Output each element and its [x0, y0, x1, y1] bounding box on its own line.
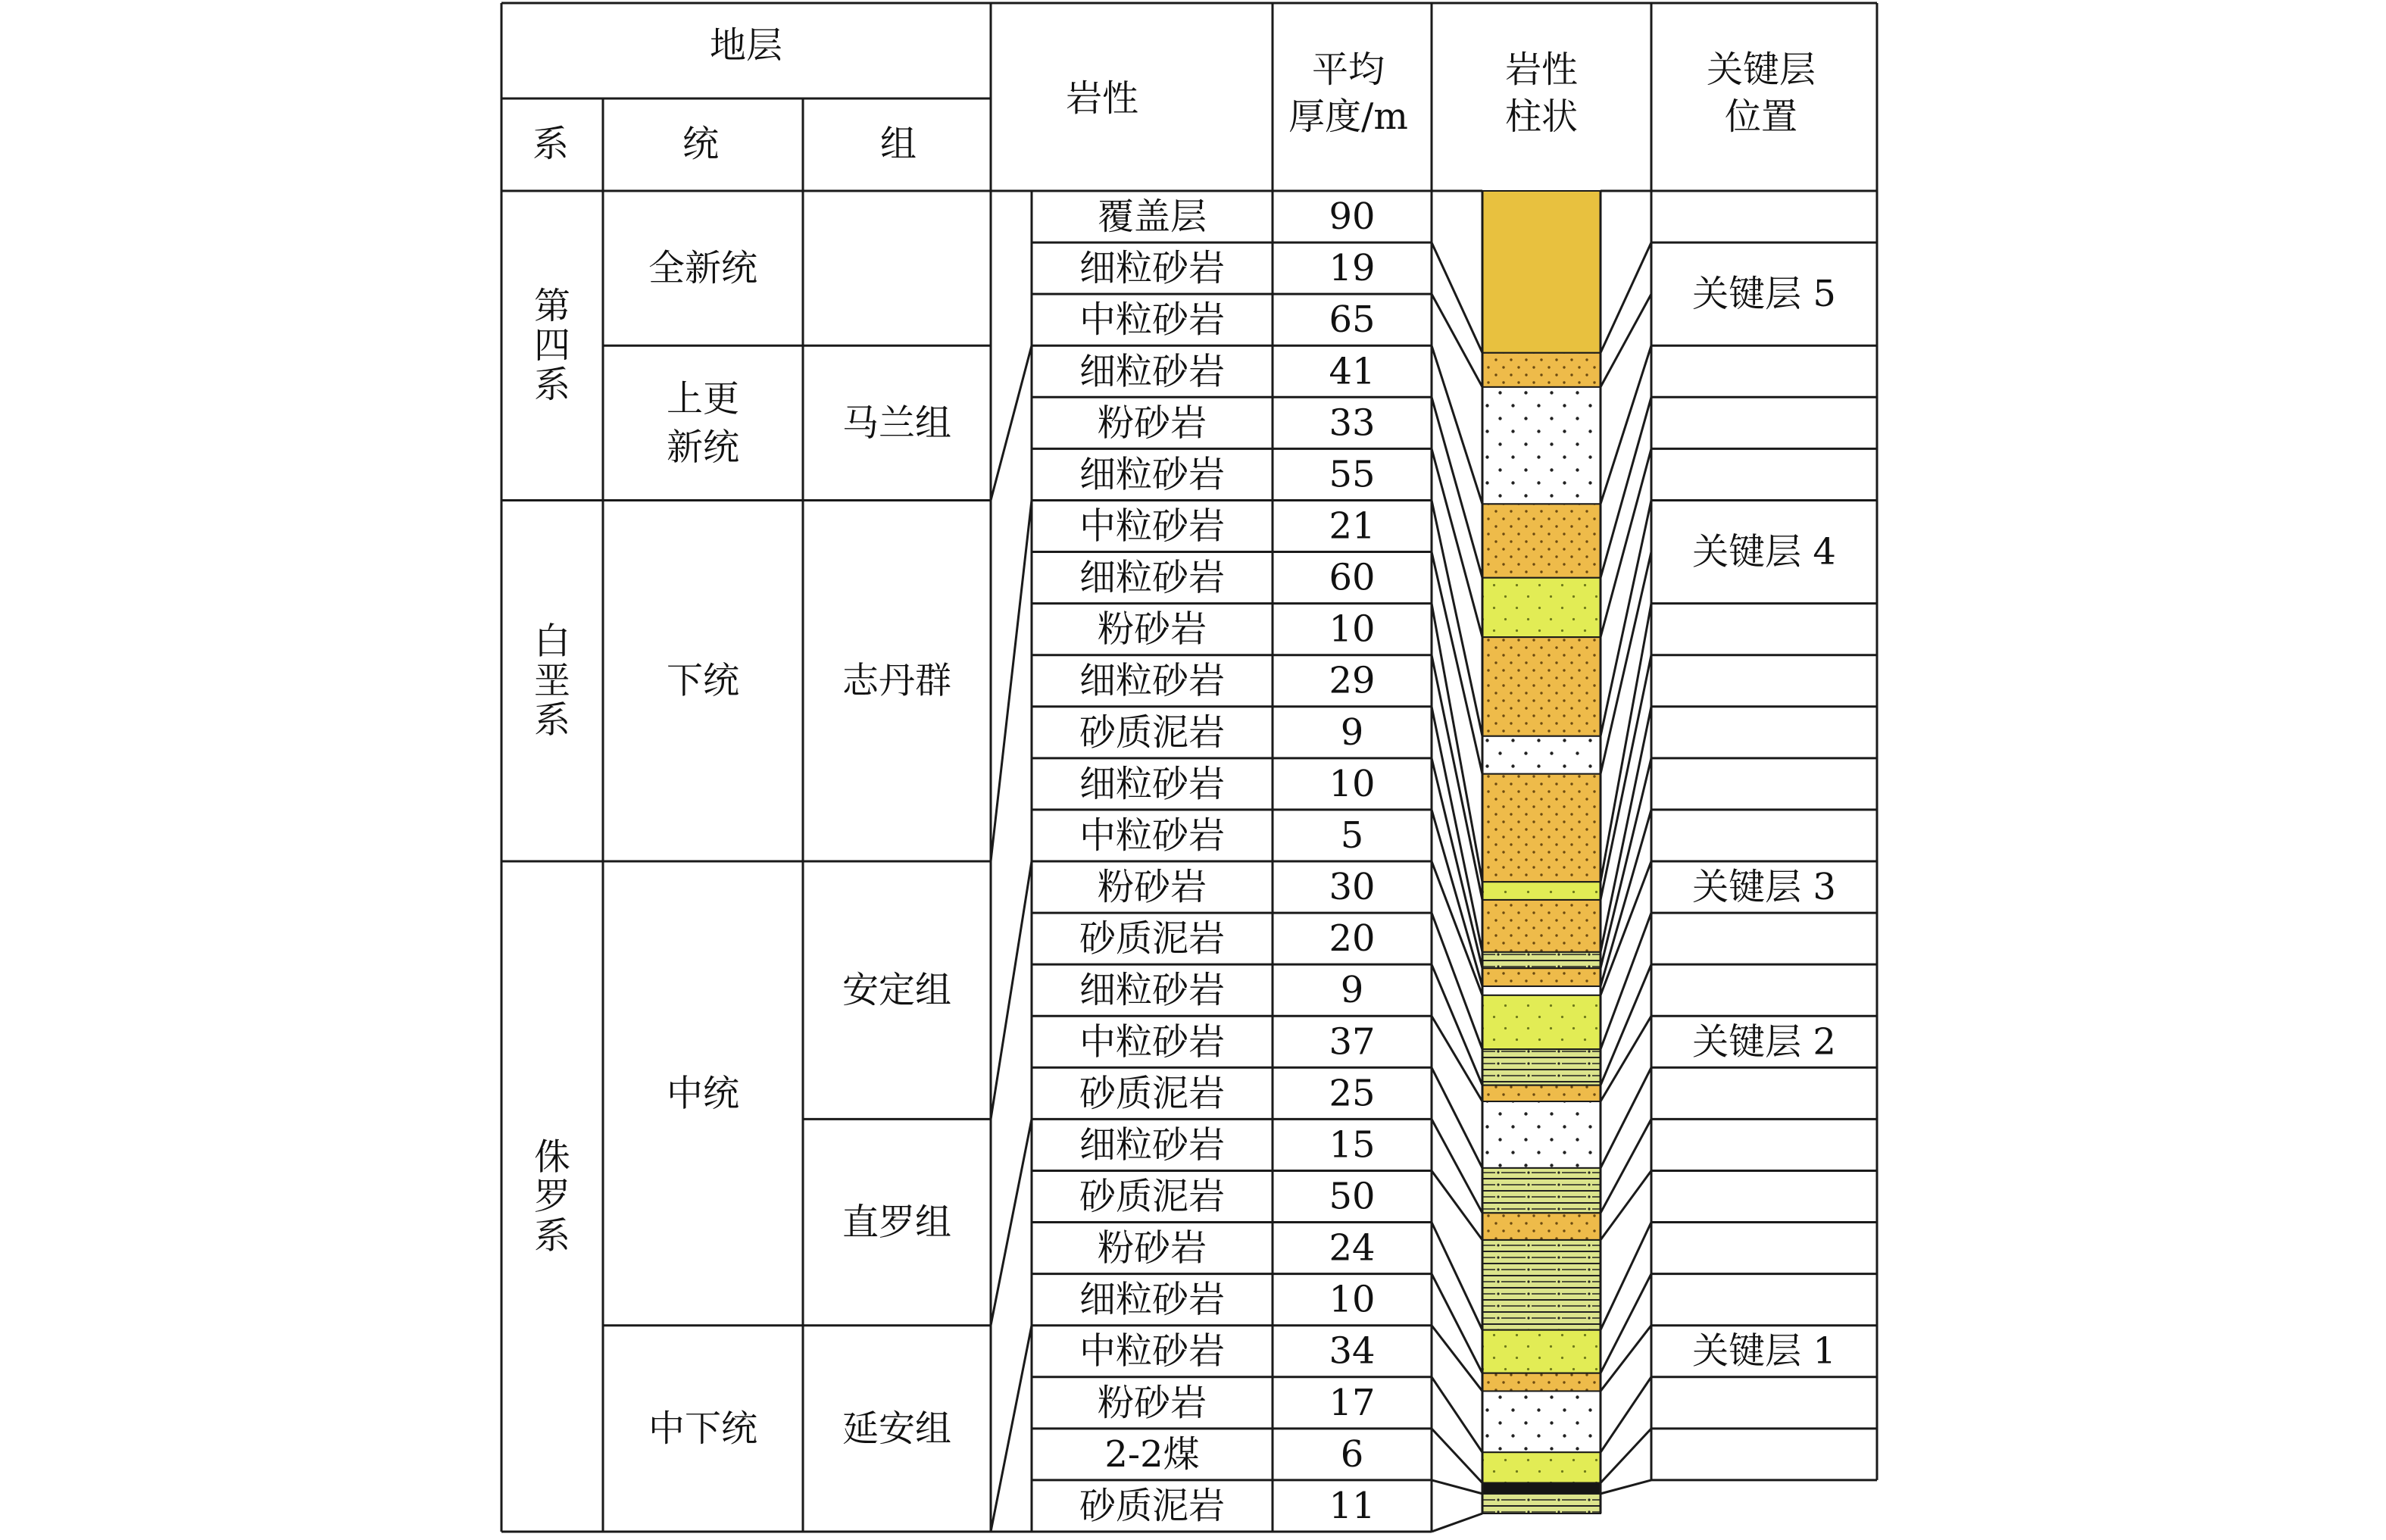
column-layer-15-mud [1482, 1049, 1601, 1085]
rock-name: 粉砂岩 [1097, 1226, 1207, 1270]
key-stratum-label: 关键层 4 [1692, 530, 1836, 573]
group-rock-fan [991, 861, 1032, 1119]
rock-column-connector [1432, 1067, 1482, 1168]
rock-name: 砂质泥岩 [1079, 1072, 1226, 1115]
thickness-value: 19 [1329, 247, 1376, 290]
system-name-char: 系 [533, 364, 571, 407]
system-name-char: 白 [533, 620, 571, 663]
thickness-value: 60 [1329, 556, 1376, 599]
thickness-value: 15 [1329, 1123, 1376, 1167]
rock-name: 粉砂岩 [1097, 608, 1207, 651]
thickness-value: 55 [1329, 453, 1376, 496]
system-name-char: 罗 [533, 1175, 571, 1218]
thickness-value: 41 [1329, 350, 1376, 393]
system-name-char: 第 [533, 285, 571, 328]
column-keystratum-connector [1601, 1429, 1651, 1483]
key-stratum-label: 关键层 2 [1692, 1020, 1836, 1064]
rock-column-connector [1432, 861, 1482, 995]
rock-name: 中粒砂岩 [1079, 1329, 1226, 1373]
thickness-value: 21 [1329, 504, 1376, 548]
group-name: 马兰组 [842, 401, 952, 445]
column-keystratum-connector [1601, 294, 1651, 387]
rock-name: 砂质泥岩 [1079, 1175, 1226, 1218]
series-name: 上更 [666, 377, 740, 420]
rock-name: 细粒砂岩 [1079, 1278, 1226, 1321]
thickness-value: 90 [1329, 195, 1376, 239]
rock-name: 砂质泥岩 [1079, 1484, 1226, 1527]
column-layer-16-fine [1482, 1085, 1601, 1101]
column-keystratum-connector [1601, 500, 1651, 736]
thickness-value: 33 [1329, 401, 1376, 445]
header-keystratum-1: 关键层 [1706, 48, 1816, 91]
header-lithology: 岩性 [1065, 77, 1139, 120]
rock-name: 2-2煤 [1104, 1432, 1200, 1476]
column-keystratum-connector [1601, 1480, 1651, 1494]
header-column-2: 柱状 [1504, 95, 1579, 138]
header-series: 统 [682, 123, 720, 165]
column-keystratum-connector [1601, 1377, 1651, 1452]
rock-column-connector [1432, 1513, 1482, 1532]
header-thickness-2: 厚度/m [1288, 95, 1408, 138]
column-layer-22-fine [1482, 1373, 1601, 1392]
rock-name: 砂质泥岩 [1079, 711, 1226, 754]
thickness-value: 10 [1329, 762, 1376, 805]
thickness-value: 17 [1329, 1381, 1376, 1424]
thickness-value: 34 [1329, 1329, 1376, 1373]
rock-name: 细粒砂岩 [1079, 762, 1226, 805]
header-system: 系 [532, 123, 570, 165]
thickness-value: 11 [1329, 1484, 1376, 1527]
rock-column-connector [1432, 500, 1482, 736]
key-stratum-label: 关键层 1 [1692, 1329, 1836, 1373]
rock-name: 砂质泥岩 [1079, 917, 1226, 961]
text-layer [532, 24, 1836, 1527]
column-keystratum-connector [1601, 1067, 1651, 1168]
thickness-value: 30 [1329, 866, 1376, 909]
column-layer-14-silt [1482, 995, 1601, 1049]
column-layer-2-fine [1482, 353, 1601, 387]
rock-name: 覆盖层 [1097, 195, 1207, 239]
column-keystratum-connector [1601, 861, 1651, 995]
column-keystratum-connector [1601, 1119, 1651, 1213]
column-layer-12-fine [1482, 968, 1601, 986]
group-rock-fan [991, 500, 1032, 861]
column-layer-11-mud [1482, 952, 1601, 968]
column-layer-21-silt [1482, 1330, 1601, 1373]
key-stratum-label: 关键层 5 [1692, 273, 1836, 316]
key-stratum-label: 关键层 3 [1692, 866, 1836, 909]
column-layer-10-fine [1482, 900, 1601, 952]
column-keystratum-connector [1601, 242, 1651, 353]
rock-name: 细粒砂岩 [1079, 1123, 1226, 1167]
series-name: 新统 [666, 426, 740, 469]
group-name: 直罗组 [842, 1201, 952, 1244]
column-layer-5-silt [1482, 578, 1601, 637]
column-keystratum-connector [1601, 1223, 1651, 1330]
column-layer-7-medium [1482, 736, 1601, 774]
thickness-value: 9 [1340, 711, 1364, 754]
column-layer-1-cover [1482, 191, 1601, 353]
column-keystratum-connector [1601, 1170, 1651, 1239]
thickness-value: 9 [1340, 969, 1364, 1012]
rock-name: 细粒砂岩 [1079, 659, 1226, 702]
rock-column-connector [1432, 1480, 1482, 1494]
thickness-value: 50 [1329, 1175, 1376, 1218]
thickness-value: 6 [1340, 1432, 1364, 1476]
series-name: 下统 [666, 659, 740, 702]
column-layer-24-silt [1482, 1452, 1601, 1482]
column-layer-4-fine [1482, 504, 1601, 577]
rock-column-connector [1432, 1170, 1482, 1239]
column-layer-3-medium [1482, 387, 1601, 504]
rock-name: 中粒砂岩 [1079, 504, 1226, 548]
rock-column-connector [1432, 1377, 1482, 1452]
rock-column-connector [1432, 1429, 1482, 1483]
series-name: 中统 [666, 1072, 740, 1115]
group-name: 安定组 [842, 969, 952, 1012]
header-stratum: 地层 [709, 24, 783, 67]
thickness-value: 24 [1329, 1226, 1376, 1270]
thickness-value: 10 [1329, 608, 1376, 651]
header-keystratum-2: 位置 [1724, 95, 1798, 138]
column-layer-20-mud [1482, 1240, 1601, 1330]
header-group: 组 [879, 123, 917, 165]
system-name-char: 侏 [533, 1135, 571, 1179]
column-layer-17-medium [1482, 1101, 1601, 1168]
rock-name: 中粒砂岩 [1079, 814, 1226, 857]
group-rock-fan [991, 1326, 1032, 1532]
group-name: 志丹群 [842, 659, 952, 702]
rock-name: 细粒砂岩 [1079, 350, 1226, 393]
rock-name: 中粒砂岩 [1079, 1020, 1226, 1064]
rock-name: 中粒砂岩 [1079, 298, 1226, 342]
thickness-value: 29 [1329, 659, 1376, 702]
fill-layer [1482, 191, 1601, 1513]
system-name-char: 系 [533, 1214, 571, 1257]
rock-column-connector [1432, 242, 1482, 353]
system-name-char: 垩 [533, 659, 571, 702]
thickness-value: 5 [1340, 814, 1364, 857]
system-name-char: 四 [533, 324, 571, 367]
header-column-1: 岩性 [1504, 48, 1579, 91]
system-name-char: 系 [533, 698, 571, 742]
column-layer-19-fine [1482, 1213, 1601, 1240]
column-layer-8-fine [1482, 774, 1601, 882]
column-layer-6-fine [1482, 637, 1601, 736]
column-layer-23-medium [1482, 1391, 1601, 1452]
column-layer-25-coal [1482, 1483, 1601, 1494]
rock-column-connector [1432, 294, 1482, 387]
column-layer-26-mud [1482, 1494, 1601, 1513]
rock-name: 细粒砂岩 [1079, 969, 1226, 1012]
group-rock-fan [991, 1119, 1032, 1325]
group-rock-fan [991, 345, 1032, 500]
rock-name: 细粒砂岩 [1079, 453, 1226, 496]
thickness-value: 20 [1329, 917, 1376, 961]
thickness-value: 65 [1329, 298, 1376, 342]
series-name: 中下统 [648, 1407, 758, 1450]
rock-name: 细粒砂岩 [1079, 247, 1226, 290]
column-layer-18-mud [1482, 1168, 1601, 1213]
thickness-value: 37 [1329, 1020, 1376, 1064]
rock-name: 粉砂岩 [1097, 1381, 1207, 1424]
thickness-value: 10 [1329, 1278, 1376, 1321]
header-thickness-1: 平均 [1311, 48, 1385, 91]
rock-column-connector [1432, 1223, 1482, 1330]
column-layer-9-silt [1482, 882, 1601, 900]
group-name: 延安组 [842, 1407, 952, 1450]
column-layer-13-medium [1482, 986, 1601, 995]
rock-name: 细粒砂岩 [1079, 556, 1226, 599]
series-name: 全新统 [648, 247, 758, 290]
rock-name: 粉砂岩 [1097, 401, 1207, 445]
rock-name: 粉砂岩 [1097, 866, 1207, 909]
rock-column-connector [1432, 1119, 1482, 1213]
thickness-value: 25 [1329, 1072, 1376, 1115]
